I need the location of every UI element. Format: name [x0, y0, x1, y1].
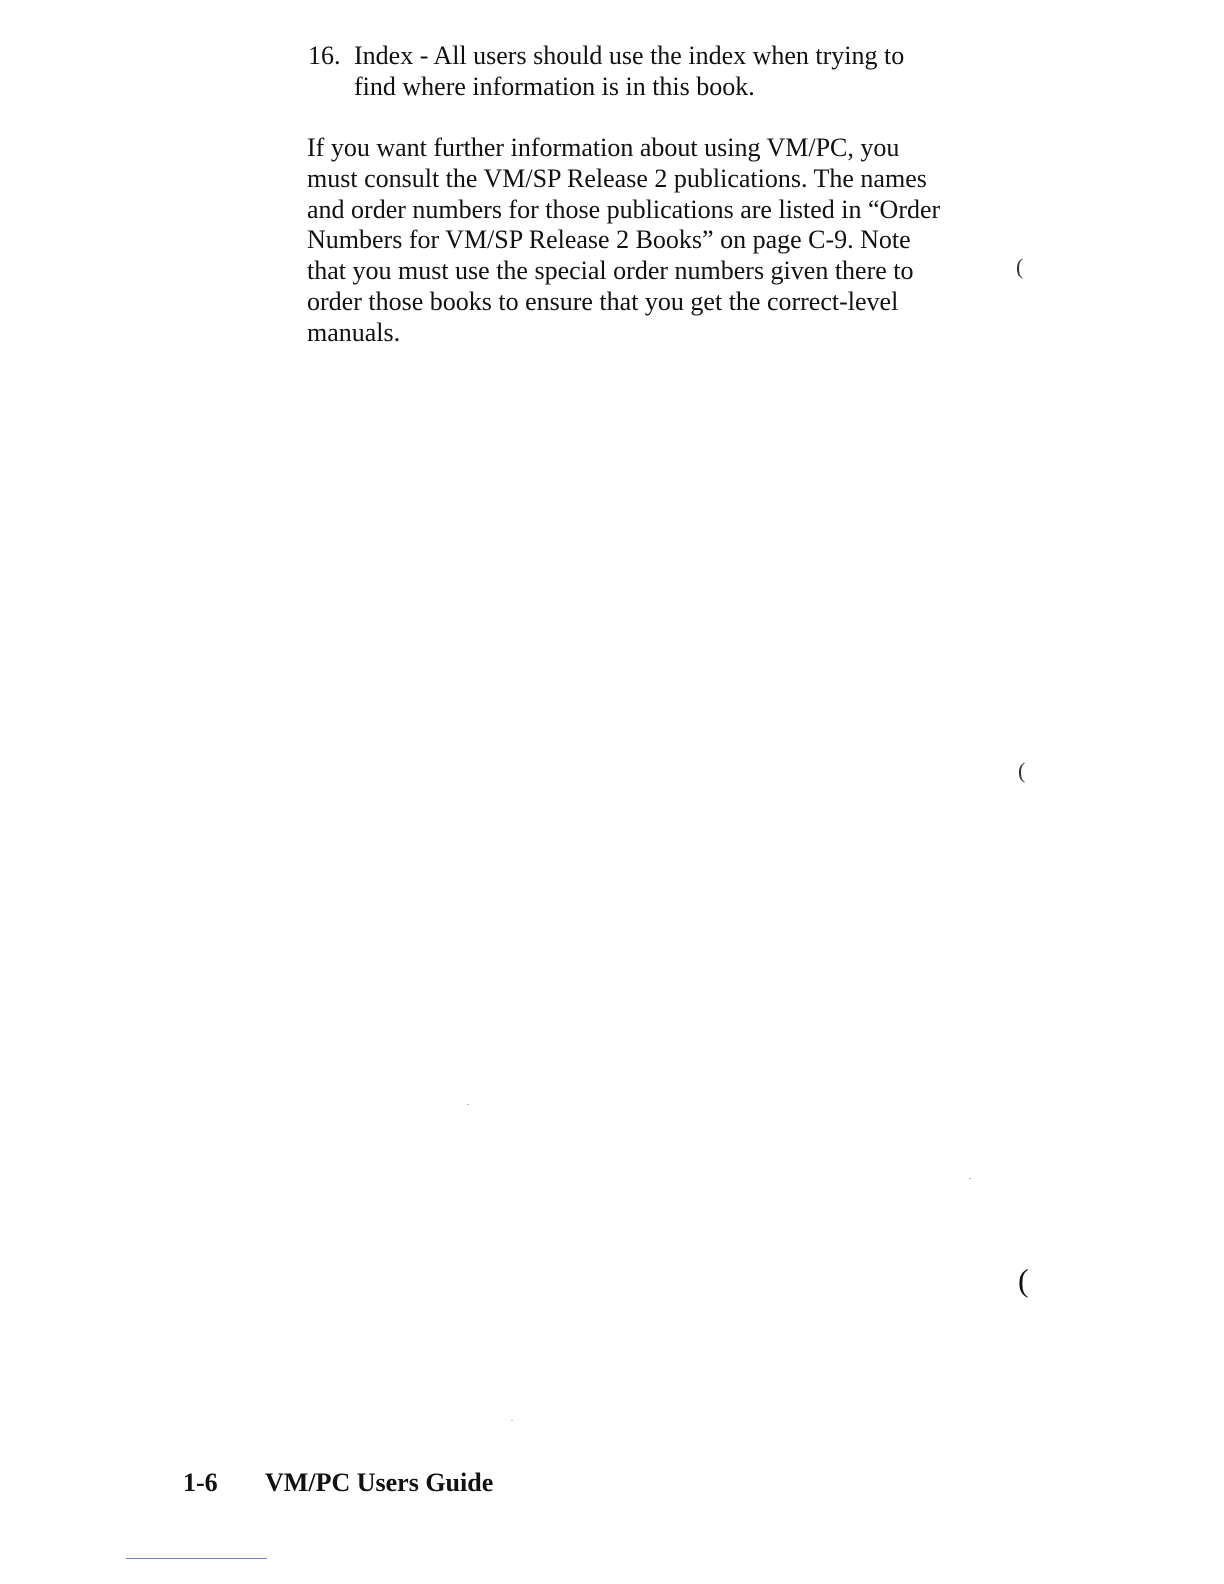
binder-hole-mark: ( — [1016, 254, 1024, 279]
paragraph-line: order those books to ensure that you get the correct-level — [307, 286, 899, 316]
bottom-rule — [126, 1558, 267, 1559]
footer-book-title: VM/PC Users Guide — [265, 1468, 494, 1497]
list-item-line: Index - All users should use the index when trying to — [354, 41, 905, 70]
binder-hole-mark: ( — [1018, 1262, 1029, 1298]
paragraph-line: must consult the VM/SP Release 2 publications. The names — [307, 163, 927, 193]
scan-speck — [969, 1178, 971, 1179]
paragraph-line: If you want further information about using VM/PC, you — [307, 133, 900, 162]
binder-hole-mark: ( — [1018, 758, 1026, 783]
paragraph-line: manuals. — [307, 317, 401, 347]
paragraph-line: and order numbers for those publications are listed in “Order — [307, 194, 941, 224]
body-paragraph — [307, 133, 1007, 349]
list-item-number: 16. — [308, 41, 341, 70]
list-item-line: find where information is in this book. — [354, 72, 755, 101]
scan-speck — [511, 1420, 513, 1421]
scan-speck — [467, 1104, 469, 1105]
page-footer — [183, 1468, 493, 1498]
paragraph-line: that you must use the special order numbers given there to — [307, 256, 914, 286]
paragraph-line: Numbers for VM/SP Release 2 Books” on page C-9. Note — [307, 225, 911, 255]
footer-page-number: 1-6 — [183, 1468, 218, 1497]
list-item-text — [354, 40, 994, 102]
